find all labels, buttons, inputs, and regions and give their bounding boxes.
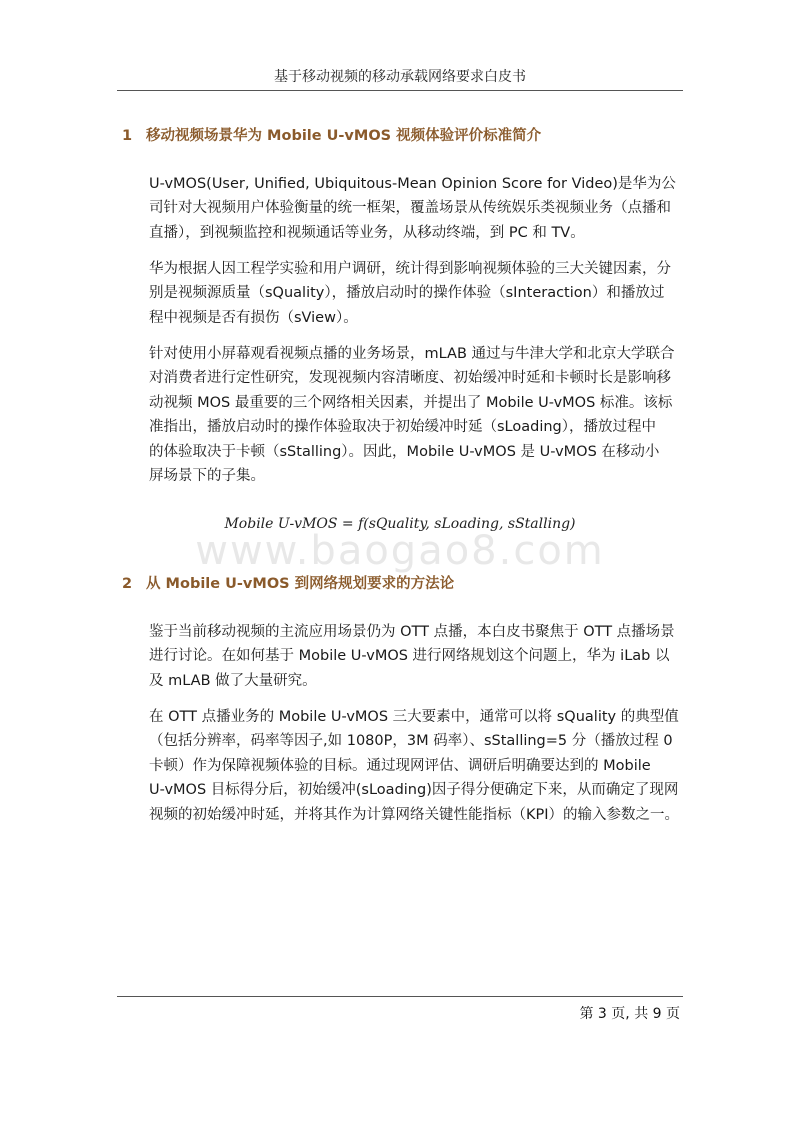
section-1-heading [122,124,541,145]
section-2-number: 2 [122,576,133,592]
text-line: 直播），到视频监控和视频通话等业务，从移动终端，到 PC 和 TV。 [149,224,585,241]
watermark: www.baogao8.com [195,528,605,574]
section-2-heading [122,572,454,593]
text-line: 华为根据人因工程学实验和用户调研，统计得到影响视频体验的三大关键因素，分 [149,261,671,277]
section-1-title: 移动视频场景华为 Mobile U-vMOS 视频体验评价标准简介 [146,128,542,144]
formula: Mobile U-vMOS = f(sQuality, sLoading, sStalling) [224,516,576,532]
section-1-number: 1 [122,128,133,144]
text-line: U-vMOS 目标得分后，初始缓冲(sLoading)因子得分便确定下来，从而确定了现网 [149,782,679,799]
section-1-paragraph-3 [149,342,689,488]
text-line: 屏场景下的子集。 [149,468,265,485]
text-line: 在 OTT 点播业务的 Mobile U-vMOS 三大要素中，通常可以将 sQuality 的典型值 [149,709,679,725]
section-1-paragraph-2 [149,257,689,330]
text-line: U-vMOS(User, Unified, Ubiquitous-Mean Opinion Score for Video)是华为公 [149,176,676,192]
section-1-paragraph-1 [149,172,689,245]
text-line: 准指出，播放启动时的操作体验取决于初始缓冲时延（sLoading），播放过程中 [149,419,657,436]
text-line: 及 mLAB 做了大量研究。 [149,672,317,689]
section-2-paragraph-1 [149,620,689,693]
text-line: 针对使用小屏幕观看视频点播的业务场景，mLAB 通过与牛津大学和北京大学联合 [149,346,675,362]
text-line: 动视频 MOS 最重要的三个网络相关因素，并提出了 Mobile U-vMOS 标准。该标 [149,394,673,411]
section-2-title: 从 Mobile U-vMOS 到网络规划要求的方法论 [146,576,455,592]
text-line: 司针对大视频用户体验衡量的统一框架，覆盖场景从传统娱乐类视频业务（点播和 [149,200,671,217]
text-line: （包括分辨率，码率等因子,如 1080P，3M 码率）、sStalling=5 分（播放过程 0 [149,733,673,750]
text-line: 的体验取决于卡顿（sStalling）。因此，Mobile U-vMOS 是 U-vMOS 在移动小 [149,443,660,460]
text-line: 程中视频是否有损伤（sView）。 [149,309,358,326]
text-line: 卡顿）作为保障视频体验的目标。通过现网评估、调研后明确要达到的 Mobile [149,757,651,774]
text-line: 别是视频源质量（sQuality），播放启动时的操作体验（sInteraction）和播放过 [149,285,665,302]
text-line: 鉴于当前移动视频的主流应用场景仍为 OTT 点播，本白皮书聚焦于 OTT 点播场景 [149,624,675,640]
header-rule [117,90,683,91]
text-line: 视频的初始缓冲时延，并将其作为计算网络关键性能指标（KPI）的输入参数之一。 [149,806,680,823]
page-header-title: 基于移动视频的移动承载网络要求白皮书 [274,69,526,85]
text-line: 对消费者进行定性研究，发现视频内容清晰度、初始缓冲时延和卡顿时长是影响移 [149,370,671,387]
page-number: 第 3 页, 共 9 页 [579,1006,680,1022]
section-2-paragraph-2 [149,705,689,827]
text-line: 进行讨论。在如何基于 Mobile U-vMOS 进行网络规划这个问题上，华为 iLab 以 [149,648,670,665]
footer-rule [117,996,683,997]
